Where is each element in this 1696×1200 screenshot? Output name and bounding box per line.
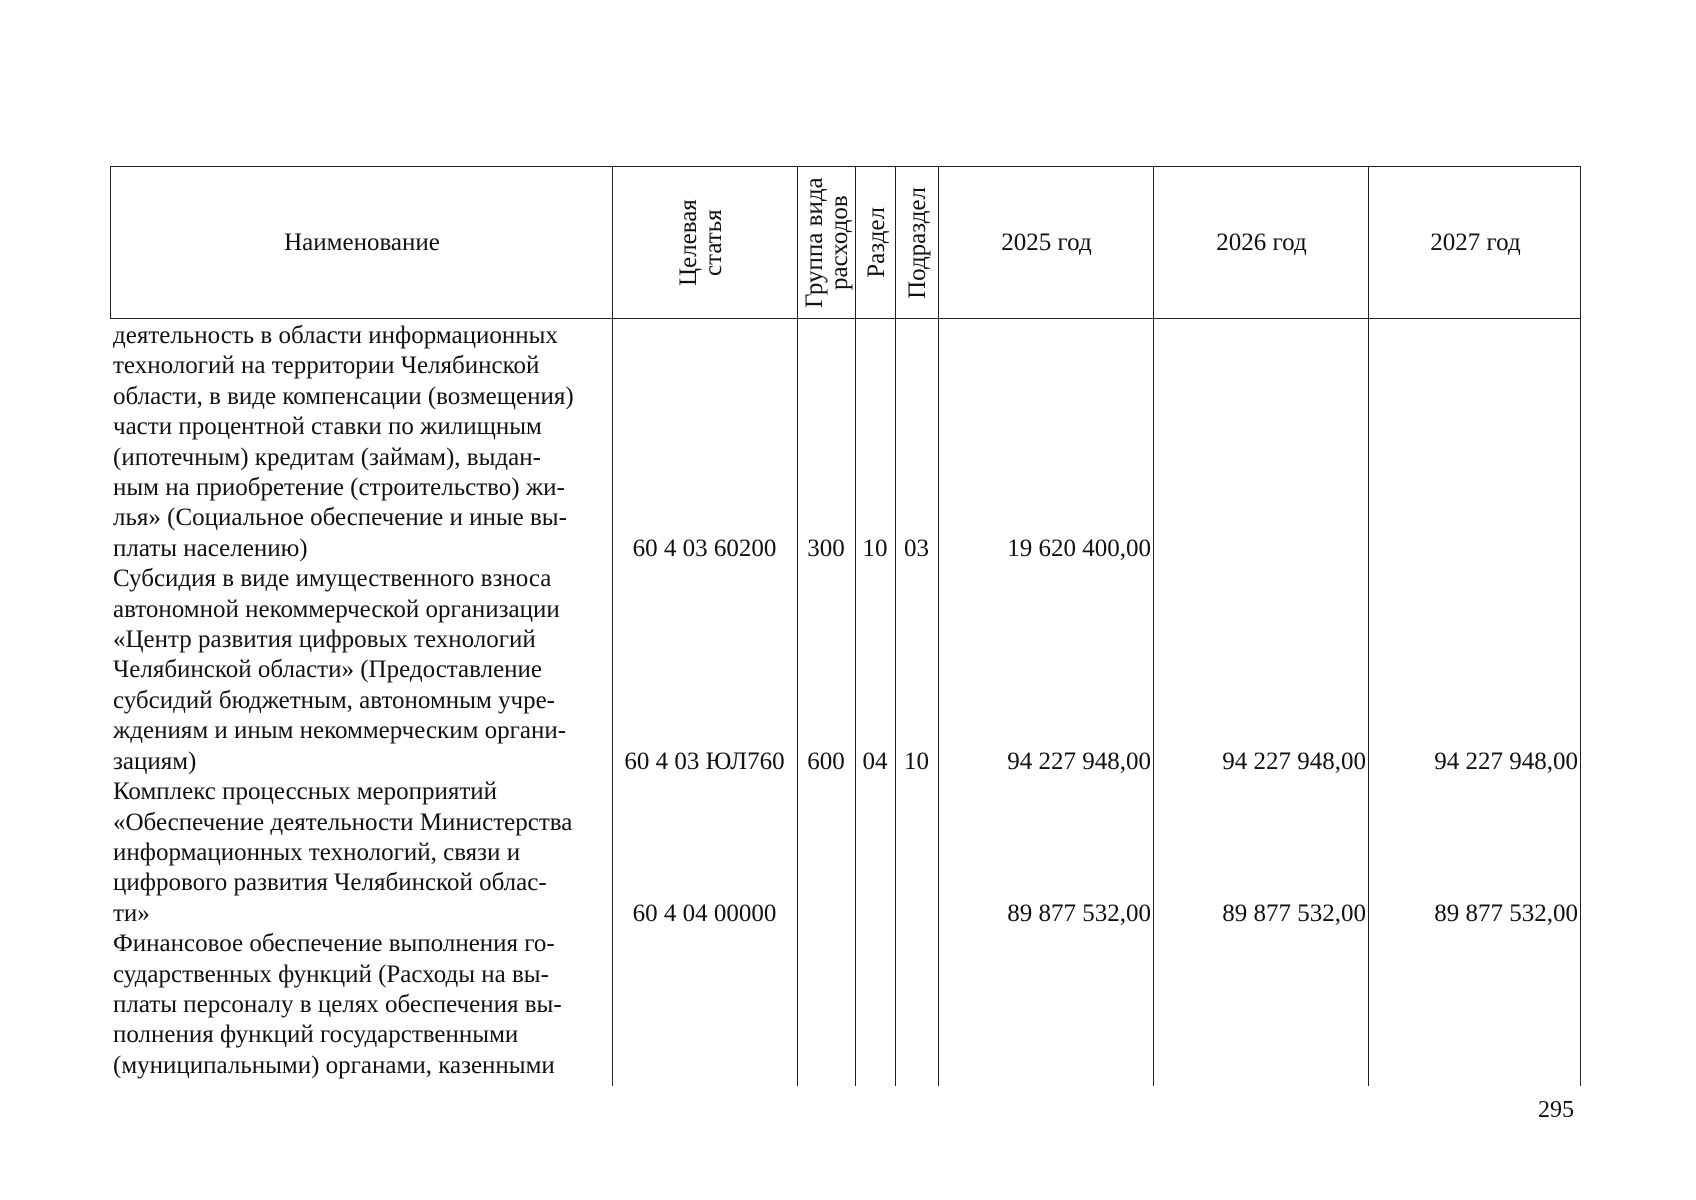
name-line: цифрового развития Челябинской облас- [113,869,547,897]
column-divider [938,166,939,1086]
header-target-article [613,167,798,318]
row-2-section: 04 [862,748,888,775]
name-line: автономной некоммерческой организации [113,595,560,623]
header-year-2025-label: 2025 год [1001,228,1092,256]
name-line: полнения функций государственными [113,1021,519,1049]
name-line: Финансовое обеспечение выполнения го- [113,930,555,958]
name-line: Субсидия в виде имущественного взноса [113,565,552,593]
row-1-section: 10 [862,535,888,562]
header-section-label: Раздел [862,207,890,278]
name-line: платы персоналу в целях обеспечения вы- [113,990,562,1018]
name-line: субсидий бюджетным, автономным учре- [113,686,556,714]
header-year-2026-label: 2026 год [1216,228,1307,256]
column-divider [1580,166,1581,1086]
name-line: Челябинской области» (Предоставление [113,656,543,684]
column-divider [797,166,798,1086]
name-line: сударственных функций (Расходы на вы- [113,960,549,988]
column-divider [855,166,856,1086]
name-line: лья» (Социальное обеспечение и иные вы- [113,504,567,532]
name-line: информационных технологий, связи и [113,838,521,866]
name-line: ждениям и иным некоммерческим органи- [113,717,567,745]
name-line: (муниципальными) органами, казенными [113,1051,555,1079]
row-1-subsection: 03 [904,535,929,562]
name-line: зациям) [113,747,197,775]
header-name-label: Наименование [284,228,440,256]
name-line: технологий на территории Челябинской [113,352,540,380]
row-2-2026: 94 227 948,00 [1222,748,1366,775]
row-3-2025: 89 877 532,00 [1007,900,1151,927]
row-2-subsection: 10 [904,748,929,775]
table-header [110,166,1581,319]
name-line: ти» [113,899,150,927]
name-line: области, в виде компенсации (возмещения) [113,382,574,410]
column-divider [895,166,896,1086]
name-line: части процентной ставки по жилищным [113,413,542,441]
column-divider [1153,166,1154,1086]
name-line: Комплекс процессных мероприятий [113,778,498,806]
name-line: ным на приобретение (строительство) жи- [113,474,565,502]
header-expense-group-label: Группа вида расходов [801,177,853,308]
name-line: «Обеспечение деятельности Министерства [113,808,573,836]
header-expense-group [798,167,856,318]
header-year-2026 [1154,167,1369,318]
header-section [856,167,896,318]
header-name [111,167,613,318]
row-1-name [113,321,607,1081]
header-target-article-label: Целевая статья [674,199,727,286]
row-2-2027: 94 227 948,00 [1434,748,1578,775]
row-1-group: 300 [807,535,845,562]
row-3-article: 60 4 04 00000 [632,900,777,927]
header-subsection [896,167,939,318]
row-3-2026: 89 877 532,00 [1222,900,1366,927]
row-1-article: 60 4 03 60200 [632,535,777,562]
header-year-2025 [939,167,1154,318]
page-number: 295 [1538,1097,1574,1123]
header-year-2027 [1369,167,1582,318]
column-divider [612,166,613,1086]
row-2-article: 60 4 03 ЮЛ760 [624,748,785,775]
column-divider [1368,166,1369,1086]
name-line: платы населению) [113,534,308,562]
row-2-group: 600 [807,748,845,775]
header-subsection-label: Подраздел [904,186,931,299]
header-year-2027-label: 2027 год [1430,228,1521,256]
row-2-2025: 94 227 948,00 [1007,748,1151,775]
row-3-2027: 89 877 532,00 [1434,900,1578,927]
row-1-2025: 19 620 400,00 [1007,535,1151,562]
name-line: «Центр развития цифровых технологий [113,626,536,654]
name-line: деятельность в области информационных [113,322,558,349]
name-line: (ипотечным) кредитам (займам), выдан- [113,443,541,471]
